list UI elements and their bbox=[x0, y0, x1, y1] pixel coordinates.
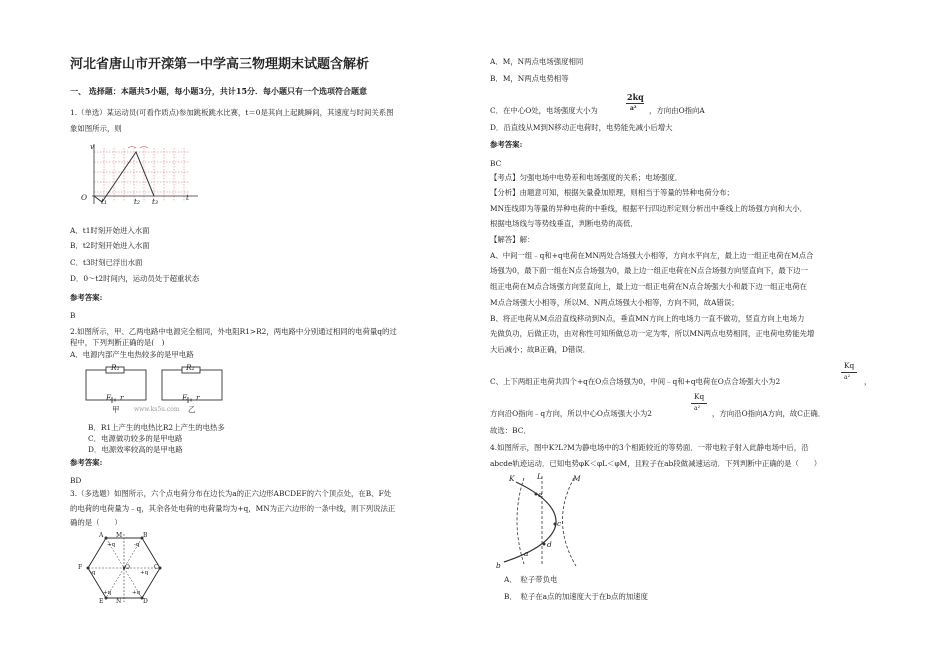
e1-label: E bbox=[106, 393, 112, 402]
q4-label-k: K bbox=[509, 474, 515, 483]
q3-stem: 3.（多选题）如图所示，六个点电荷分布在边长为a的正六边形ABCDEF的六个顶点处，在B、F处 bbox=[70, 489, 392, 498]
hex-charge-f: -q bbox=[90, 570, 96, 576]
q2-answer: BD bbox=[70, 476, 82, 485]
q4-label-m: M bbox=[573, 474, 581, 483]
hex-charge-e: +q bbox=[103, 590, 112, 596]
q2-option-b: B．R1上产生的电热比R2上产生的电热多 bbox=[88, 423, 225, 432]
q3-option-d: D．沿直线从M到N移动正电荷时，电势能先减小后增大 bbox=[490, 123, 673, 132]
hex-charge-c: +q bbox=[140, 570, 149, 576]
r2-label: R₂ bbox=[186, 363, 195, 372]
q1-vt-graph bbox=[80, 140, 210, 212]
q1-stem: 1.（单选）某运动员(可看作质点)参加跳板跳水比赛，t＝0是其向上起跳瞬间，其速度与时间关系图 bbox=[70, 108, 394, 117]
q1-option-c: C．t3时刻已浮出水面 bbox=[70, 258, 143, 267]
q3-fenxi-2: MN连线即为等量的异种电荷的中垂线，根据平行四边形定则分析出中垂线上的场强方向和大小． bbox=[490, 204, 808, 213]
hex-label-n: N bbox=[116, 598, 122, 605]
q2-option-c: C．电源做功较多的是甲电路 bbox=[88, 434, 183, 443]
q4-label-a: a bbox=[524, 549, 529, 558]
q1-option-b: B．t2时刻开始进入水面 bbox=[70, 241, 150, 250]
q1-option-a: A．t1时刻开始进入水面 bbox=[70, 226, 150, 235]
q3-answer-label: 参考答案: bbox=[490, 140, 523, 149]
q1-option-d: D．0～t2时间内，运动员处于超重状态 bbox=[70, 274, 200, 283]
r1-label: R₁ bbox=[111, 363, 120, 372]
q3-hexagon-figure bbox=[84, 532, 164, 604]
q3-c-fraction-num: 2kq bbox=[627, 92, 644, 102]
watermark: www.ks5u.com bbox=[134, 406, 180, 413]
q3-c-fraction-den: a² bbox=[630, 105, 637, 112]
q1-answer: B bbox=[70, 311, 76, 320]
q4-equipotential-figure bbox=[496, 472, 596, 568]
hex-charge-d: +q bbox=[132, 590, 141, 596]
q4-label-d: d bbox=[547, 540, 552, 549]
q2-stem: 2.如图所示，甲、乙两电路中电源完全相同，外电阻R1>R2，两电路中分别通过相同的电荷量q的过 bbox=[70, 327, 397, 336]
q2-stem-cont: 程中，下列判断正确的是( ) bbox=[70, 338, 165, 347]
q4-label-l: L bbox=[537, 472, 542, 481]
q3-answer: BC bbox=[490, 159, 502, 168]
q3-fenxi-3: 根据电场线与等势线垂直，判断电势的高低． bbox=[490, 219, 638, 228]
graph-t2-label: t₂ bbox=[134, 197, 140, 206]
graph-v-label: v bbox=[90, 142, 95, 151]
q3-sol-c3: 故选：BC． bbox=[490, 426, 531, 435]
hex-charge-b: -q bbox=[134, 542, 140, 548]
q3-sol-a3: 组正电荷在M点合场强方向竖直向上，最上边一组正电荷在N点合场强大小和最下边一组正电荷在 bbox=[490, 282, 808, 291]
e2-label: E bbox=[182, 393, 188, 402]
q3-fenxi: 【分析】由题意可知，根据矢量叠加原理，则相当于等量的异种电荷分布； bbox=[490, 188, 734, 197]
q2-answer-label: 参考答案: bbox=[70, 458, 103, 467]
q3-sol-c2: 方向沿O指向﹣q方向，所以中心O点场强大小为2 bbox=[490, 409, 652, 418]
section-heading: 一、 选择题：本题共5小题，每小题3分，共计15分．每小题只有一个选项符合题意 bbox=[70, 86, 368, 96]
r1-internal-label: r bbox=[120, 393, 124, 402]
q3-kaodian: 【考点】匀强电场中电势差和电场强度的关系；电场强度． bbox=[490, 173, 683, 182]
q3-sol-c-num: Kq bbox=[844, 361, 855, 370]
q3-option-b: B．M，N两点电势相等 bbox=[490, 74, 569, 83]
q4-option-a: A． 粒子带负电 bbox=[504, 575, 558, 584]
graph-origin-label: O bbox=[81, 193, 88, 202]
q3-sol-c1-tail: ， bbox=[864, 377, 872, 386]
q3-sol-a2: 场强为0，最下面一组在N点合场强为0，最上边一组正电荷在N点合场强方向竖直向下，最下边一 bbox=[490, 266, 808, 275]
hex-label-c: C bbox=[154, 564, 159, 571]
hex-charge-a: +q bbox=[107, 542, 116, 548]
q3-sol-c1: C、上下两组正电荷共四个+q在O点合场强为0，中间﹣q和+q电荷在O点合场强大小为2 bbox=[490, 377, 781, 386]
graph-t3-label: t₃ bbox=[152, 197, 158, 206]
q3-sol-a4: M点合场强大小相等，所以M、N两点场强大小相等，方向不同，故A错误； bbox=[490, 298, 739, 307]
q3-sol-c2-num: Kq bbox=[694, 392, 705, 401]
q3-sol-c2-tail: ，方向沿O指向A方向，故C正确． bbox=[712, 409, 826, 418]
page-title: 河北省唐山市开滦第一中学高三物理期末试题含解析 bbox=[70, 57, 370, 72]
q4-label-b: b bbox=[496, 561, 501, 570]
hex-label-m: M bbox=[116, 532, 123, 539]
q3-option-c: C．在中心O处，电场强度大小为 bbox=[490, 106, 598, 115]
q2-option-a: A．电源内部产生电热较多的是甲电路 bbox=[70, 350, 194, 359]
q3-sol-c-den: a² bbox=[844, 374, 850, 381]
r2-internal-label: r bbox=[196, 393, 200, 402]
hex-label-a: A bbox=[99, 532, 104, 539]
q1-answer-label: 参考答案: bbox=[70, 293, 103, 302]
q3-option-c-tail: ，方向由O指向A bbox=[649, 106, 705, 115]
q3-sol-b2: 先做负功，后做正功，由对称性可知所做总功一定为零，所以MN两点电势相同，正电荷电势能先增 bbox=[490, 329, 815, 338]
q4-stem: 4.如图所示，图中K?L?M为静电场中的3个相距较近的等势面．一带电粒子射入此静电场中后，沿 bbox=[490, 443, 809, 452]
graph-t1-label: t₁ bbox=[101, 197, 107, 206]
hex-label-e: E bbox=[99, 598, 104, 605]
q3-sol-b1: B、将正电荷从M点沿直线移动到N点，垂直MN方向上的电场力一直不做功，竖直方向上电场力 bbox=[490, 314, 805, 323]
q3-sol-a1: A、中间一组﹣q和+q电荷在MN两处合场强大小相等，方向水平向左，最上边一组正电荷在M点合 bbox=[490, 251, 814, 260]
circuit-yi-label: 乙 bbox=[188, 405, 196, 414]
q3-jieda: 【解答】解： bbox=[490, 235, 535, 244]
q4-option-b: B． 粒子在a点的加速度大于在b点的加速度 bbox=[504, 592, 648, 601]
q2-option-d: D．电源效率较高的是甲电路 bbox=[88, 445, 183, 454]
q3-sol-b3: 大后减小；故B正确，D错误． bbox=[490, 345, 591, 354]
q3-sol-c2-den: a² bbox=[694, 405, 700, 412]
hex-label-d: D bbox=[143, 598, 148, 605]
hex-label-o: O bbox=[125, 564, 130, 571]
q4-stem-cont: abcde轨迹运动．已知电势φK＜φL＜φM，且粒子在ab段做减速运动．下列判断中正确的是（ ） bbox=[490, 459, 822, 468]
q3-option-a: A．M，N两点电场强度相同 bbox=[490, 57, 584, 66]
q1-stem-cont: 象如图所示，则 bbox=[70, 124, 122, 133]
q4-label-c: c bbox=[557, 519, 562, 528]
hex-label-b: B bbox=[143, 532, 148, 539]
circuit-jia-label: 甲 bbox=[112, 405, 120, 414]
graph-t-label: t bbox=[186, 193, 189, 202]
q4-label-e: e bbox=[538, 490, 543, 499]
q3-stem-cont: 的电荷的电荷量为﹣q，其余各处电荷的电荷量均为+q，MN为正六边形的一条中线，则下列说法正 bbox=[70, 504, 396, 513]
hex-label-f: F bbox=[78, 564, 83, 571]
q3-stem-cont2: 确的是（ ） bbox=[70, 518, 122, 527]
